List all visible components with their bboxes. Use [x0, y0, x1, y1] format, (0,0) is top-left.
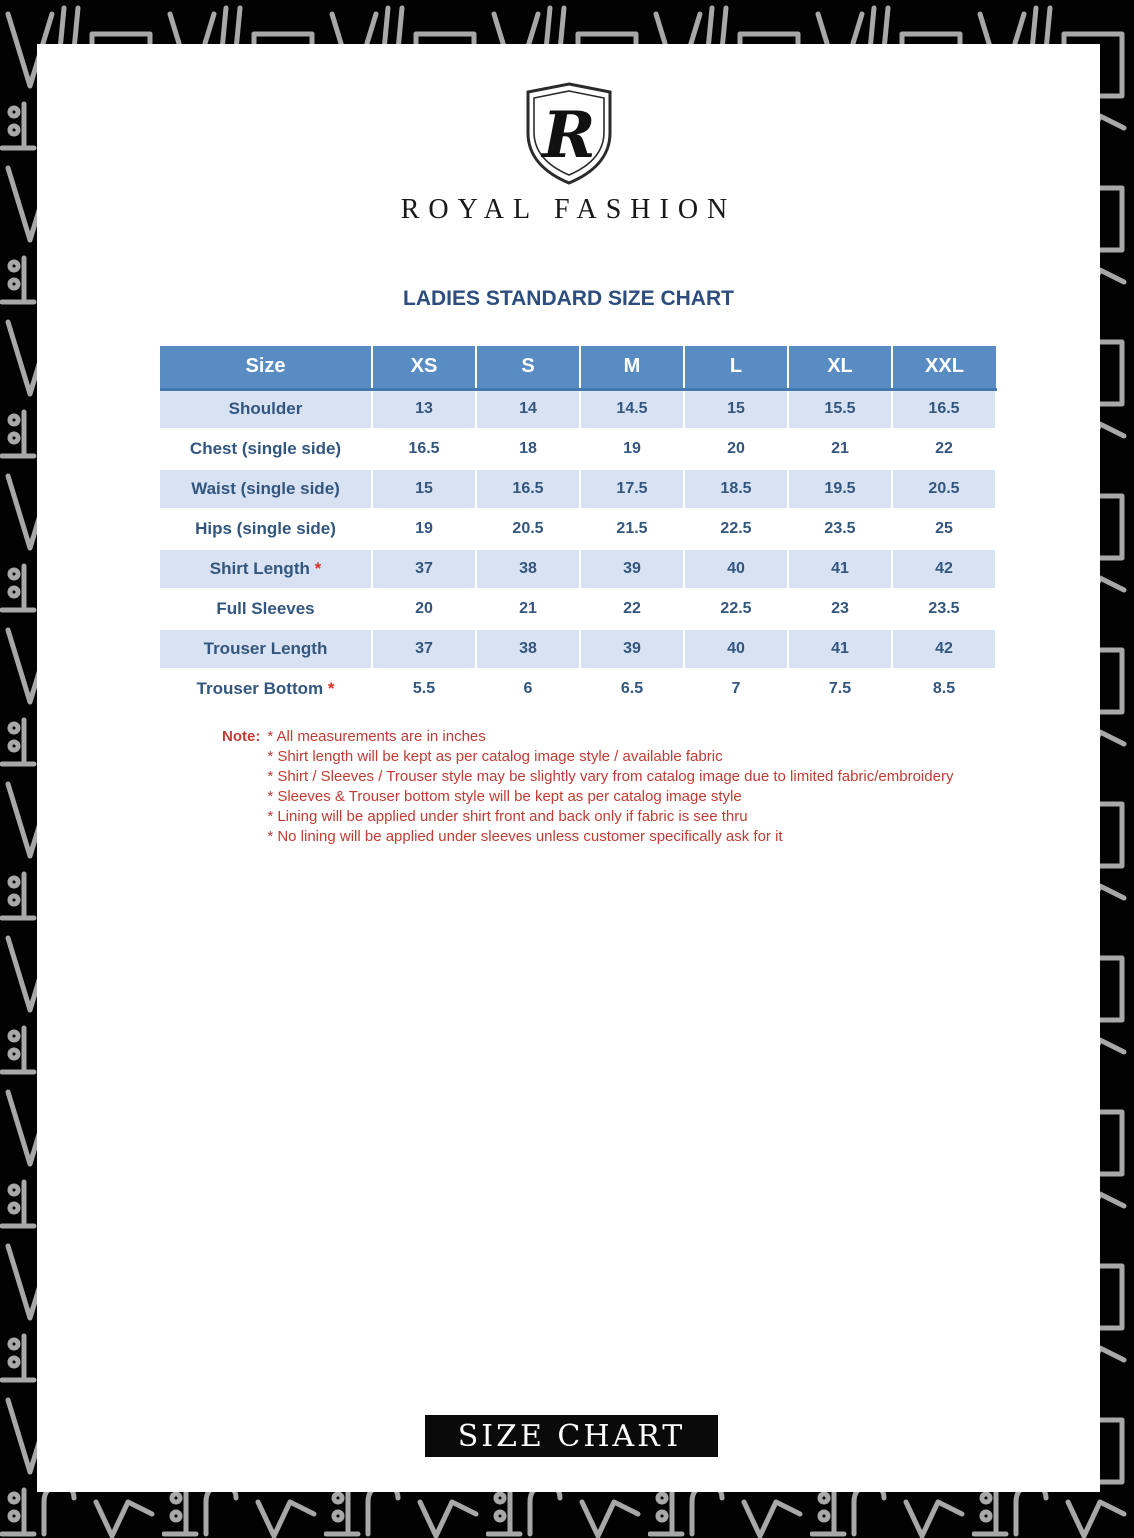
size-value-cell: 6.5 [580, 669, 684, 709]
column-header: XS [372, 346, 476, 389]
note-line: * Sleeves & Trouser bottom style will be kept as per catalog image style [267, 788, 742, 805]
row-label: Hips (single side) [160, 509, 372, 549]
size-chart-banner: SIZE CHART [425, 1415, 718, 1457]
size-table [160, 346, 997, 710]
size-value-cell: 20.5 [892, 469, 996, 509]
size-value-cell: 16.5 [372, 429, 476, 469]
size-value-cell: 38 [476, 629, 580, 669]
size-value-cell: 38 [476, 549, 580, 589]
size-value-cell: 18.5 [684, 469, 788, 509]
size-value-cell: 23.5 [788, 509, 892, 549]
column-header: Size [160, 346, 372, 389]
row-label: Chest (single side) [160, 429, 372, 469]
page-title: LADIES STANDARD SIZE CHART [403, 287, 734, 310]
size-value-cell: 41 [788, 629, 892, 669]
size-value-cell: 42 [892, 549, 996, 589]
size-value-cell: 22.5 [684, 589, 788, 629]
required-asterisk: * [323, 679, 335, 698]
required-asterisk: * [309, 559, 322, 578]
table-row [160, 589, 996, 629]
size-value-cell: 17.5 [580, 469, 684, 509]
size-value-cell: 21 [476, 589, 580, 629]
note-line: * All measurements are in inches [267, 728, 486, 745]
brand-name: ROYAL FASHION [400, 194, 737, 225]
size-value-cell: 7.5 [788, 669, 892, 709]
note-line: * No lining will be applied under sleeves unless customer specifically ask for it [267, 828, 783, 845]
table-row [160, 389, 996, 429]
size-value-cell: 8.5 [892, 669, 996, 709]
size-value-cell: 22.5 [684, 509, 788, 549]
size-value-cell: 23 [788, 589, 892, 629]
size-value-cell: 6 [476, 669, 580, 709]
size-value-cell: 39 [580, 549, 684, 589]
size-value-cell: 21.5 [580, 509, 684, 549]
size-value-cell: 42 [892, 629, 996, 669]
row-label: Shirt Length * [160, 549, 372, 589]
size-value-cell: 7 [684, 669, 788, 709]
row-label: Trouser Length [160, 629, 372, 669]
size-value-cell: 20.5 [476, 509, 580, 549]
size-value-cell: 23.5 [892, 589, 996, 629]
table-row [160, 469, 996, 509]
size-value-cell: 15 [684, 389, 788, 429]
size-value-cell: 19 [580, 429, 684, 469]
size-value-cell: 19.5 [788, 469, 892, 509]
row-label: Shoulder [160, 389, 372, 429]
size-value-cell: 21 [788, 429, 892, 469]
column-header: S [476, 346, 580, 389]
table-row [160, 669, 996, 709]
size-value-cell: 20 [684, 429, 788, 469]
size-value-cell: 20 [372, 589, 476, 629]
brand-logo [37, 82, 1100, 186]
table-row [160, 629, 996, 669]
note-label: Note: [222, 728, 261, 745]
size-value-cell: 37 [372, 549, 476, 589]
column-header: L [684, 346, 788, 389]
row-label: Trouser Bottom * [160, 669, 372, 709]
logo-letter: R [541, 98, 596, 173]
column-header: XXL [892, 346, 996, 389]
shield-logo-icon [524, 82, 614, 186]
note-items [267, 727, 953, 847]
size-value-cell: 39 [580, 629, 684, 669]
size-value-cell: 22 [580, 589, 684, 629]
size-value-cell: 22 [892, 429, 996, 469]
size-table-wrap [160, 346, 996, 710]
column-header: M [580, 346, 684, 389]
size-value-cell: 25 [892, 509, 996, 549]
size-value-cell: 14 [476, 389, 580, 429]
table-header-row [160, 346, 996, 389]
row-label: Full Sleeves [160, 589, 372, 629]
size-value-cell: 19 [372, 509, 476, 549]
size-value-cell: 5.5 [372, 669, 476, 709]
size-value-cell: 15.5 [788, 389, 892, 429]
note-line: * Lining will be applied under shirt front and back only if fabric is see thru [267, 808, 748, 825]
note-line: * Shirt length will be kept as per catalog image style / available fabric [267, 748, 723, 765]
note-line: * Shirt / Sleeves / Trouser style may be slightly vary from catalog image due to limited fabric/embroidery [267, 768, 954, 785]
size-value-cell: 18 [476, 429, 580, 469]
size-value-cell: 37 [372, 629, 476, 669]
table-row [160, 429, 996, 469]
table-row [160, 549, 996, 589]
size-value-cell: 16.5 [476, 469, 580, 509]
size-value-cell: 15 [372, 469, 476, 509]
notes-block [222, 727, 953, 847]
size-value-cell: 41 [788, 549, 892, 589]
size-value-cell: 13 [372, 389, 476, 429]
row-label: Waist (single side) [160, 469, 372, 509]
size-value-cell: 40 [684, 549, 788, 589]
table-row [160, 509, 996, 549]
size-value-cell: 40 [684, 629, 788, 669]
column-header: XL [788, 346, 892, 389]
content-panel [37, 44, 1100, 1492]
size-value-cell: 14.5 [580, 389, 684, 429]
size-value-cell: 16.5 [892, 389, 996, 429]
